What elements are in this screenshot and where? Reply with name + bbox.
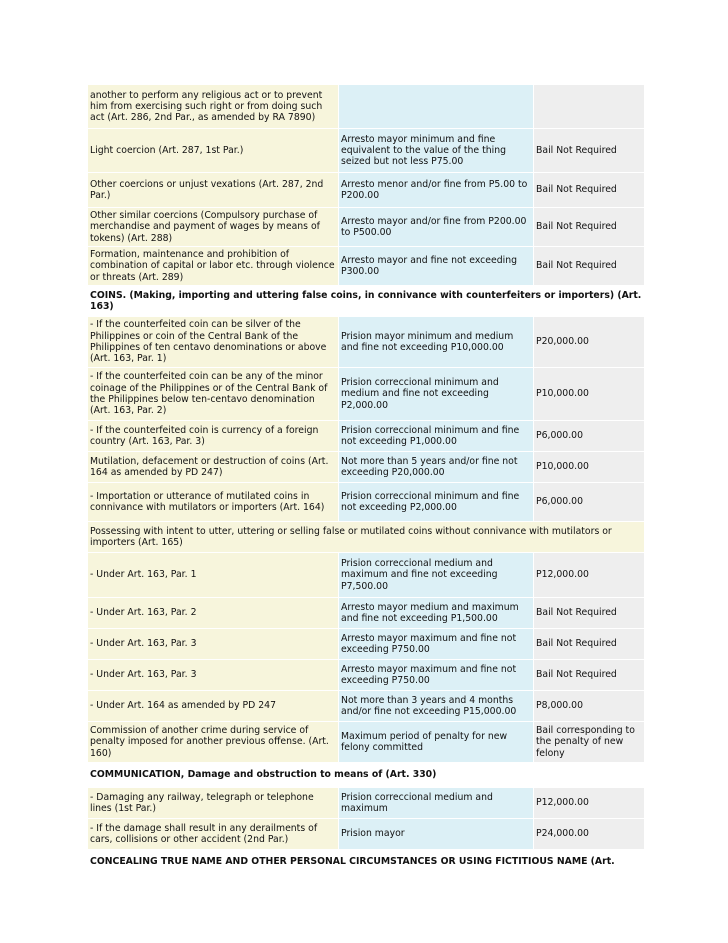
table-row [88,129,644,172]
bail-cell: Bail Not Required [534,129,644,172]
offense-cell: - Under Art. 163, Par. 3 [88,629,338,659]
penalty-cell: Arresto mayor medium and maximum and fine not exceeding P1,500.00 [339,598,533,628]
table-row [88,553,644,597]
table-row [88,421,644,451]
bail-cell [534,85,644,128]
offense-cell: - If the counterfeited coin can be any of the minor coinage of the Philippines or of the Central Bank of the Philippines below ten-centavo denomination (Art. 163, Par. 2) [88,368,338,420]
offense-cell: - Under Art. 163, Par. 1 [88,553,338,597]
section-header-row [88,763,644,787]
table-row [88,660,644,690]
bail-cell: P24,000.00 [534,819,644,849]
table-body [88,85,644,874]
table-row [88,208,644,246]
offense-cell: - If the counterfeited coin can be silver of the Philippines or coin of the Central Bank of the Philippines of ten centavo denominations or above (Art. 163, Par. 1) [88,317,338,367]
table-row [88,368,644,420]
bail-cell: P8,000.00 [534,691,644,721]
table-row [88,722,644,762]
table-row [88,819,644,849]
bail-cell: P6,000.00 [534,421,644,451]
offense-cell: Commission of another crime during service of penalty imposed for another previous offense. (Art. 160) [88,722,338,762]
offense-cell: Other coercions or unjust vexations (Art. 287, 2nd Par.) [88,173,338,207]
penalty-cell: Arresto mayor minimum and fine equivalent to the value of the thing seized but not less P75.00 [339,129,533,172]
bail-cell: Bail Not Required [534,660,644,690]
offense-cell: Light coercion (Art. 287, 1st Par.) [88,129,338,172]
penalty-cell: Prision correccional minimum and medium and fine not exceeding P2,000.00 [339,368,533,420]
section-header: COINS. (Making, importing and uttering false coins, in connivance with counterfeiters or importers) (Art. 163) [88,286,644,316]
offense-cell: - Importation or utterance of mutilated coins in connivance with mutilators or importers (Art. 164) [88,483,338,521]
bail-cell: Bail Not Required [534,208,644,246]
penalty-cell: Not more than 3 years and 4 months and/or fine not exceeding P15,000.00 [339,691,533,721]
penalty-cell: Not more than 5 years and/or fine not exceeding P20,000.00 [339,452,533,482]
section-header: COMMUNICATION, Damage and obstruction to means of (Art. 330) [88,763,644,787]
penalty-cell: Prision correccional medium and maximum [339,788,533,818]
bail-cell: Bail corresponding to the penalty of new felony [534,722,644,762]
document-page [87,84,642,868]
section-header: Possessing with intent to utter, uttering or selling false or mutilated coins without connivance with mutilators or importers (Art. 165) [88,522,644,552]
bail-cell: P10,000.00 [534,368,644,420]
penalty-cell: Maximum period of penalty for new felony committed [339,722,533,762]
bail-cell: Bail Not Required [534,629,644,659]
bail-cell: Bail Not Required [534,598,644,628]
penalty-cell: Arresto mayor maximum and fine not exceeding P750.00 [339,629,533,659]
bail-cell: P12,000.00 [534,788,644,818]
table-row [88,483,644,521]
offense-cell: Formation, maintenance and prohibition of combination of capital or labor etc. through violence or threats (Art. 289) [88,247,338,285]
penalty-cell [339,85,533,128]
bail-cell: Bail Not Required [534,247,644,285]
penalty-cell: Prision correccional minimum and fine not exceeding P1,000.00 [339,421,533,451]
bail-cell: P20,000.00 [534,317,644,367]
table-row [88,85,644,128]
offense-cell: - Damaging any railway, telegraph or telephone lines (1st Par.) [88,788,338,818]
section-header-row [88,286,644,316]
table-row [88,317,644,367]
penalty-cell: Arresto mayor maximum and fine not exceeding P750.00 [339,660,533,690]
bail-cell: P10,000.00 [534,452,644,482]
table-row [88,247,644,285]
section-header-row [88,522,644,552]
offense-cell: - Under Art. 164 as amended by PD 247 [88,691,338,721]
penalty-cell: Arresto mayor and fine not exceeding P300.00 [339,247,533,285]
penalty-bail-table [87,84,645,875]
offense-cell: - If the damage shall result in any derailments of cars, collisions or other accident (2nd Par.) [88,819,338,849]
table-row [88,598,644,628]
offense-cell: - Under Art. 163, Par. 2 [88,598,338,628]
section-header-row [88,850,644,874]
table-row [88,691,644,721]
table-row [88,173,644,207]
table-row [88,788,644,818]
offense-cell: Mutilation, defacement or destruction of coins (Art. 164 as amended by PD 247) [88,452,338,482]
penalty-cell: Prision correccional minimum and fine not exceeding P2,000.00 [339,483,533,521]
offense-cell: another to perform any religious act or to prevent him from exercising such right or from doing such act (Art. 286, 2nd Par., as amended by RA 7890) [88,85,338,128]
offense-cell: - If the counterfeited coin is currency of a foreign country (Art. 163, Par. 3) [88,421,338,451]
penalty-cell: Arresto menor and/or fine from P5.00 to P200.00 [339,173,533,207]
penalty-cell: Prision mayor [339,819,533,849]
bail-cell: P6,000.00 [534,483,644,521]
penalty-cell: Prision mayor minimum and medium and fine not exceeding P10,000.00 [339,317,533,367]
bail-cell: P12,000.00 [534,553,644,597]
offense-cell: Other similar coercions (Compulsory purchase of merchandise and payment of wages by means of tokens) (Art. 288) [88,208,338,246]
penalty-cell: Arresto mayor and/or fine from P200.00 to P500.00 [339,208,533,246]
table-row [88,452,644,482]
offense-cell: - Under Art. 163, Par. 3 [88,660,338,690]
section-header: CONCEALING TRUE NAME AND OTHER PERSONAL CIRCUMSTANCES OR USING FICTITIOUS NAME (Art. [88,850,644,874]
bail-cell: Bail Not Required [534,173,644,207]
penalty-cell: Prision correccional medium and maximum and fine not exceeding P7,500.00 [339,553,533,597]
table-row [88,629,644,659]
